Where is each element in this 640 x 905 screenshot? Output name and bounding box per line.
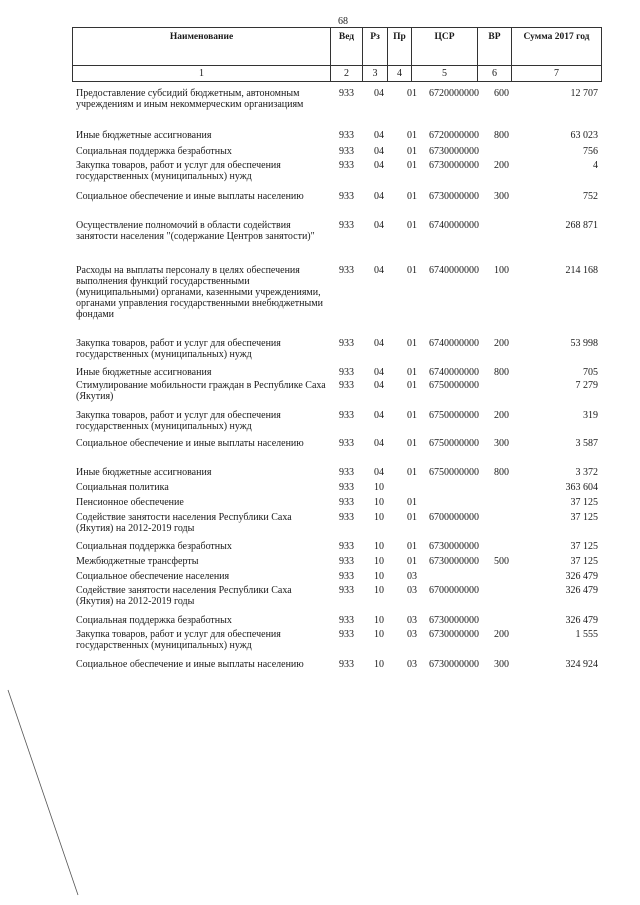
cell-ved: 933 — [339, 541, 354, 552]
cell-vr: 800 — [494, 467, 509, 478]
cell-ved: 933 — [339, 220, 354, 231]
cell-name: Социальная поддержка безработных — [76, 541, 232, 552]
cell-sum: 7 279 — [575, 380, 598, 391]
cell-pr: 01 — [407, 541, 417, 552]
table-header — [72, 27, 602, 82]
cell-ved: 933 — [339, 497, 354, 508]
cell-rz: 10 — [374, 556, 384, 567]
cell-csr: 6720000000 — [429, 88, 479, 99]
cell-pr: 01 — [407, 556, 417, 567]
cell-pr: 01 — [407, 467, 417, 478]
cell-rz: 04 — [374, 220, 384, 231]
cell-pr: 03 — [407, 615, 417, 626]
cell-csr: 6740000000 — [429, 265, 479, 276]
header-num-1: 1 — [73, 66, 331, 82]
cell-csr: 6730000000 — [429, 556, 479, 567]
cell-csr: 6730000000 — [429, 191, 479, 202]
cell-pr: 01 — [407, 367, 417, 378]
cell-name: Содействие занятости населения Республики Саха (Якутия) на 2012-2019 годы — [76, 585, 292, 607]
cell-rz: 04 — [374, 130, 384, 141]
cell-name: Пенсионное обеспечение — [76, 497, 184, 508]
cell-sum: 326 479 — [565, 585, 598, 596]
cell-name: Социальное обеспечение и иные выплаты населению — [76, 191, 304, 202]
cell-pr: 01 — [407, 410, 417, 421]
cell-csr: 6730000000 — [429, 160, 479, 171]
cell-csr: 6700000000 — [429, 585, 479, 596]
cell-ved: 933 — [339, 482, 354, 493]
cell-vr: 800 — [494, 130, 509, 141]
cell-sum: 53 998 — [570, 338, 598, 349]
header-num-6: 6 — [478, 66, 512, 82]
cell-rz: 10 — [374, 512, 384, 523]
cell-sum: 324 924 — [565, 659, 598, 670]
cell-rz: 10 — [374, 541, 384, 552]
cell-pr: 01 — [407, 380, 417, 391]
cell-name: Расходы на выплаты персоналу в целях обеспечения выполнения функций государственными (муниципальными) органами, казенными учреждениями, органами управления государственными внебюджетными фондами — [76, 265, 323, 320]
header-num-2: 2 — [331, 66, 363, 82]
header-num-4: 4 — [388, 66, 412, 82]
cell-ved: 933 — [339, 160, 354, 171]
cell-sum: 268 871 — [565, 220, 598, 231]
cell-rz: 10 — [374, 585, 384, 596]
cell-csr: 6750000000 — [429, 467, 479, 478]
cell-vr: 300 — [494, 191, 509, 202]
cell-name: Социальное обеспечение и иные выплаты населению — [76, 659, 304, 670]
cell-rz: 10 — [374, 571, 384, 582]
cell-csr: 6750000000 — [429, 438, 479, 449]
cell-sum: 37 125 — [570, 556, 598, 567]
cell-rz: 04 — [374, 438, 384, 449]
cell-name: Социальное обеспечение населения — [76, 571, 230, 582]
cell-rz: 04 — [374, 191, 384, 202]
cell-name: Социальная политика — [76, 482, 169, 493]
cell-sum: 3 587 — [575, 438, 598, 449]
cell-sum: 4 — [593, 160, 598, 171]
cell-pr: 01 — [407, 497, 417, 508]
cell-ved: 933 — [339, 615, 354, 626]
cell-rz: 04 — [374, 467, 384, 478]
cell-csr: 6740000000 — [429, 220, 479, 231]
cell-ved: 933 — [339, 88, 354, 99]
cell-rz: 04 — [374, 265, 384, 276]
header-ved: Вед — [331, 28, 363, 66]
cell-pr: 01 — [407, 438, 417, 449]
cell-ved: 933 — [339, 556, 354, 567]
cell-ved: 933 — [339, 629, 354, 640]
cell-ved: 933 — [339, 571, 354, 582]
cell-ved: 933 — [339, 265, 354, 276]
cell-csr: 6740000000 — [429, 338, 479, 349]
header-rz: Рз — [363, 28, 388, 66]
cell-csr: 6730000000 — [429, 615, 479, 626]
header-name: Наименование — [73, 28, 331, 66]
cell-sum: 37 125 — [570, 497, 598, 508]
cell-name: Социальная поддержка безработных — [76, 615, 232, 626]
cell-name: Закупка товаров, работ и услуг для обеспечения государственных (муниципальных) нужд — [76, 629, 281, 651]
cell-rz: 10 — [374, 482, 384, 493]
cell-pr: 01 — [407, 220, 417, 231]
cell-csr: 6700000000 — [429, 512, 479, 523]
cell-name: Социальная поддержка безработных — [76, 146, 232, 157]
cell-vr: 300 — [494, 659, 509, 670]
header-num-3: 3 — [363, 66, 388, 82]
cell-rz: 04 — [374, 160, 384, 171]
cell-name: Осуществление полномочий в области содействия занятости населения "(содержание Центров занятости)" — [76, 220, 315, 242]
cell-ved: 933 — [339, 659, 354, 670]
cell-vr: 200 — [494, 160, 509, 171]
cell-name: Иные бюджетные ассигнования — [76, 467, 212, 478]
cell-sum: 705 — [583, 367, 598, 378]
cell-pr: 03 — [407, 629, 417, 640]
header-sum: Сумма 2017 год — [512, 28, 602, 66]
cell-pr: 01 — [407, 338, 417, 349]
cell-rz: 10 — [374, 629, 384, 640]
cell-pr: 03 — [407, 585, 417, 596]
cell-sum: 1 555 — [575, 629, 598, 640]
cell-csr: 6740000000 — [429, 367, 479, 378]
cell-name: Межбюджетные трансферты — [76, 556, 199, 567]
header-num-5: 5 — [412, 66, 478, 82]
header-pr: Пр — [388, 28, 412, 66]
cell-pr: 01 — [407, 130, 417, 141]
cell-ved: 933 — [339, 367, 354, 378]
cell-rz: 04 — [374, 367, 384, 378]
cell-rz: 04 — [374, 410, 384, 421]
cell-pr: 01 — [407, 512, 417, 523]
cell-sum: 214 168 — [565, 265, 598, 276]
cell-sum: 752 — [583, 191, 598, 202]
cell-csr: 6730000000 — [429, 659, 479, 670]
cell-pr: 03 — [407, 571, 417, 582]
cell-sum: 319 — [583, 410, 598, 421]
cell-name: Предоставление субсидий бюджетным, автономным учреждениям и иным некоммерческим организациям — [76, 88, 304, 110]
cell-sum: 12 707 — [570, 88, 598, 99]
header-vr: ВР — [478, 28, 512, 66]
cell-csr: 6730000000 — [429, 629, 479, 640]
cell-vr: 100 — [494, 265, 509, 276]
cell-rz: 10 — [374, 659, 384, 670]
cell-sum: 37 125 — [570, 541, 598, 552]
header-num-7: 7 — [512, 66, 602, 82]
cell-csr: 6730000000 — [429, 541, 479, 552]
cell-csr: 6750000000 — [429, 410, 479, 421]
cell-name: Стимулирование мобильности граждан в Республике Саха (Якутия) — [76, 380, 326, 402]
cell-ved: 933 — [339, 410, 354, 421]
cell-rz: 10 — [374, 615, 384, 626]
cell-vr: 500 — [494, 556, 509, 567]
cell-ved: 933 — [339, 438, 354, 449]
cell-pr: 01 — [407, 191, 417, 202]
cell-ved: 933 — [339, 512, 354, 523]
cell-ved: 933 — [339, 146, 354, 157]
cell-pr: 01 — [407, 160, 417, 171]
cell-rz: 10 — [374, 497, 384, 508]
cell-sum: 756 — [583, 146, 598, 157]
cell-sum: 3 372 — [575, 467, 598, 478]
cell-ved: 933 — [339, 380, 354, 391]
cell-ved: 933 — [339, 467, 354, 478]
cell-vr: 200 — [494, 338, 509, 349]
cell-vr: 300 — [494, 438, 509, 449]
cell-rz: 04 — [374, 338, 384, 349]
cell-pr: 01 — [407, 265, 417, 276]
cell-sum: 326 479 — [565, 571, 598, 582]
cell-rz: 04 — [374, 88, 384, 99]
cell-sum: 37 125 — [570, 512, 598, 523]
page-number: 68 — [338, 16, 348, 27]
cell-ved: 933 — [339, 130, 354, 141]
cell-sum: 363 604 — [565, 482, 598, 493]
cell-rz: 04 — [374, 146, 384, 157]
cell-csr: 6720000000 — [429, 130, 479, 141]
cell-csr: 6750000000 — [429, 380, 479, 391]
cell-vr: 600 — [494, 88, 509, 99]
cell-name: Закупка товаров, работ и услуг для обеспечения государственных (муниципальных) нужд — [76, 410, 281, 432]
header-csr: ЦСР — [412, 28, 478, 66]
cell-name: Социальное обеспечение и иные выплаты населению — [76, 438, 304, 449]
cell-sum: 63 023 — [570, 130, 598, 141]
cell-vr: 800 — [494, 367, 509, 378]
cell-ved: 933 — [339, 585, 354, 596]
cell-pr: 01 — [407, 88, 417, 99]
cell-name: Закупка товаров, работ и услуг для обеспечения государственных (муниципальных) нужд — [76, 160, 281, 182]
cell-pr: 03 — [407, 659, 417, 670]
cell-sum: 326 479 — [565, 615, 598, 626]
cell-rz: 04 — [374, 380, 384, 391]
cell-vr: 200 — [494, 629, 509, 640]
cell-name: Иные бюджетные ассигнования — [76, 130, 212, 141]
cell-pr: 01 — [407, 146, 417, 157]
cell-vr: 200 — [494, 410, 509, 421]
cell-name: Содействие занятости населения Республики Саха (Якутия) на 2012-2019 годы — [76, 512, 292, 534]
cell-ved: 933 — [339, 191, 354, 202]
cell-name: Иные бюджетные ассигнования — [76, 367, 212, 378]
cell-name: Закупка товаров, работ и услуг для обеспечения государственных (муниципальных) нужд — [76, 338, 281, 360]
cell-ved: 933 — [339, 338, 354, 349]
cell-csr: 6730000000 — [429, 146, 479, 157]
